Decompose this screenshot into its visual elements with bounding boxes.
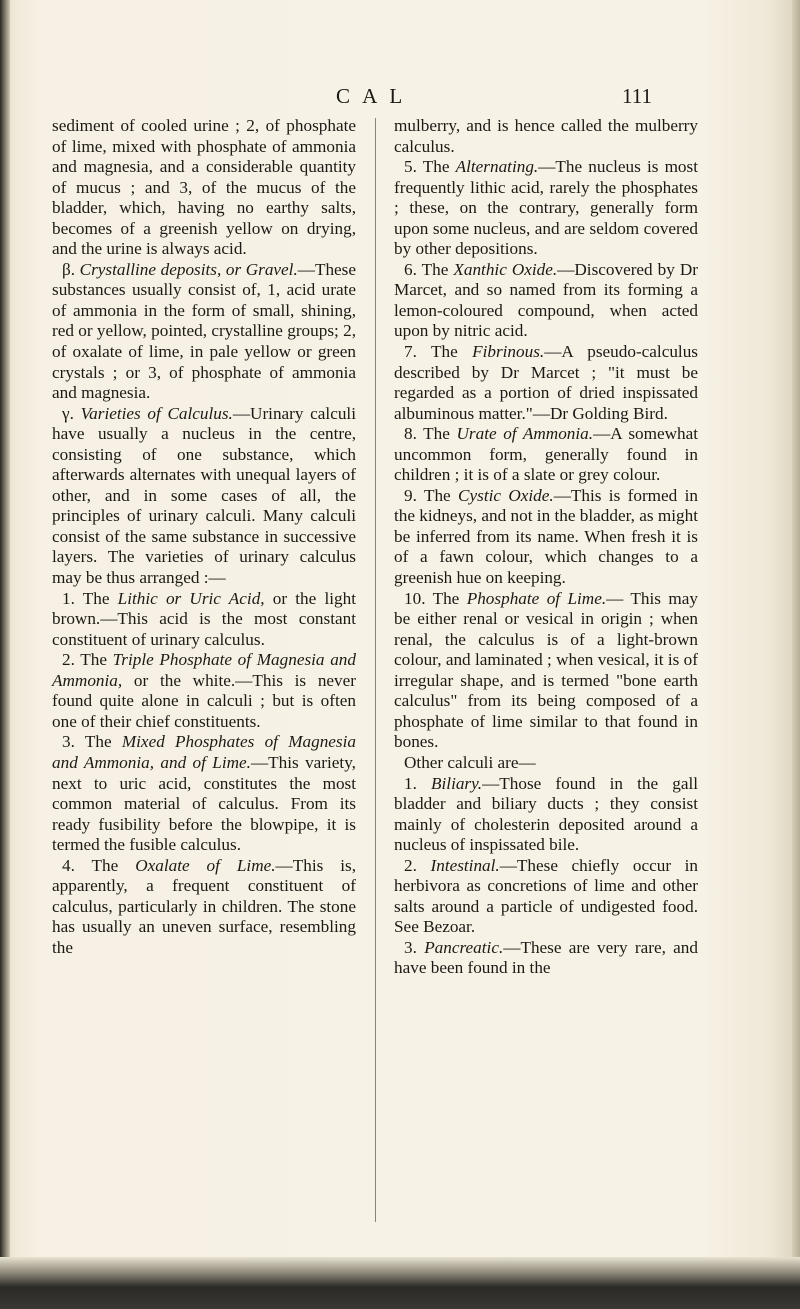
paragraph: 4. The Oxalate of Lime.—This is, apparently, a frequent constituent of calculus, particularly in children. The stone has usually an uneven surface, resembling the [52,855,356,957]
paragraph: 9. The Cystic Oxide.—This is formed in the kidneys, and not in the bladder, as might be inferred from its name. When fresh it is of a fawn colour, which changes to a greenish hue on keeping. [394,485,698,588]
binding-edge [0,0,10,1309]
paragraph: Other calculi are— [404,752,536,772]
paragraph: 1. Biliary.—Those found in the gall bladder and biliary ducts ; they consist mainly of cholesterin deposited around a nucleus of inspissated bile. [394,773,699,855]
paragraph: 10. The Phosphate of Lime.— This may be either renal or vesical in origin ; when renal, the calculus is of a light-brown colour, and laminated ; when vesical, it is of irregular shape, and is termed "bone earth calculus" from its being composed of a phosphate of lime similar to that found in bones. [394,588,698,752]
paragraph: 3. Pancreatic.—These are very rare, and have been found in the [394,937,698,978]
paragraph: 2. Intestinal.—These chiefly occur in herbivora as concretions of lime and other salts around a particle of undigested food. See Bezoar. [394,855,699,937]
paragraph: 7. The Fibrinous.—A pseudo-calculus described by Dr Marcet ; "it must be regarded as a portion of dried inspissated albuminous matter."—Dr Golding Bird. [394,342,698,423]
running-head-title: C A L [336,84,407,108]
paragraph: 1. The Lithic or Uric Acid, or the light brown.—This acid is the most constant constituent of urinary calculus. [52,588,356,649]
right-column [394,116,698,979]
paragraph: 8. The Urate of Ammonia.—A somewhat uncommon form, generally found in children ; it is of a slate or grey colour. [394,424,699,485]
paragraph: β. Crystalline deposits, or Gravel.—These substances usually consist of, 1, acid urate of ammonia in the form of small, shining, red or yellow, pointed, crystalline groups; 2, of oxalate of lime, in pale yellow or green crystals ; or 3, of phosphate of ammonia and magnesia. [52,259,356,403]
left-column [52,116,356,958]
paragraph: 2. The Triple Phosphate of Magnesia and Ammonia, or the white.—This is never found quite alone in calculi ; but is often one of their chief constituents. [52,650,356,731]
scan-bottom-edge [0,1257,800,1309]
page-number: 111 [622,84,652,108]
paragraph: γ. Varieties of Calculus.—Urinary calculi have usually a nucleus in the centre, consisting of one substance, which afterwards alternates with unequal layers of other, and in some cases of all, the principles of urinary calculi. Many calculi consist of the same substance in successive layers. The varieties of urinary calculus may be thus arranged :— [52,403,356,588]
column-divider [375,118,376,1222]
paragraph: 3. The Mixed Phosphates of Magnesia and Ammonia, and of Lime.—This variety, next to uric acid, constitutes the most common material of calculus. From its ready fusibility before the blowpipe, it is termed the fusible calculus. [52,732,356,855]
page-edge [792,0,800,1309]
paragraph: mulberry, and is hence called the mulberry calculus. [394,116,698,156]
paragraph: 5. The Alternating.—The nucleus is most frequently lithic acid, rarely the phosphates ; these, on the contrary, generally form upon some nucleus, and are seldom covered by other depositions. [394,157,698,259]
running-head [0,84,800,114]
paragraph: 6. The Xanthic Oxide.—Discovered by Dr Marcet, and so named from its forming a lemon-coloured compound, when acted upon by nitric acid. [394,259,699,341]
paragraph: sediment of cooled urine ; 2, of phosphate of lime, mixed with phosphate of ammonia and magnesia, and a considerable quantity of mucus ; and 3, of the mucus of the bladder, which, having no earthy salts, becomes of a greenish yellow on drying, and the urine is always acid. [52,116,356,259]
